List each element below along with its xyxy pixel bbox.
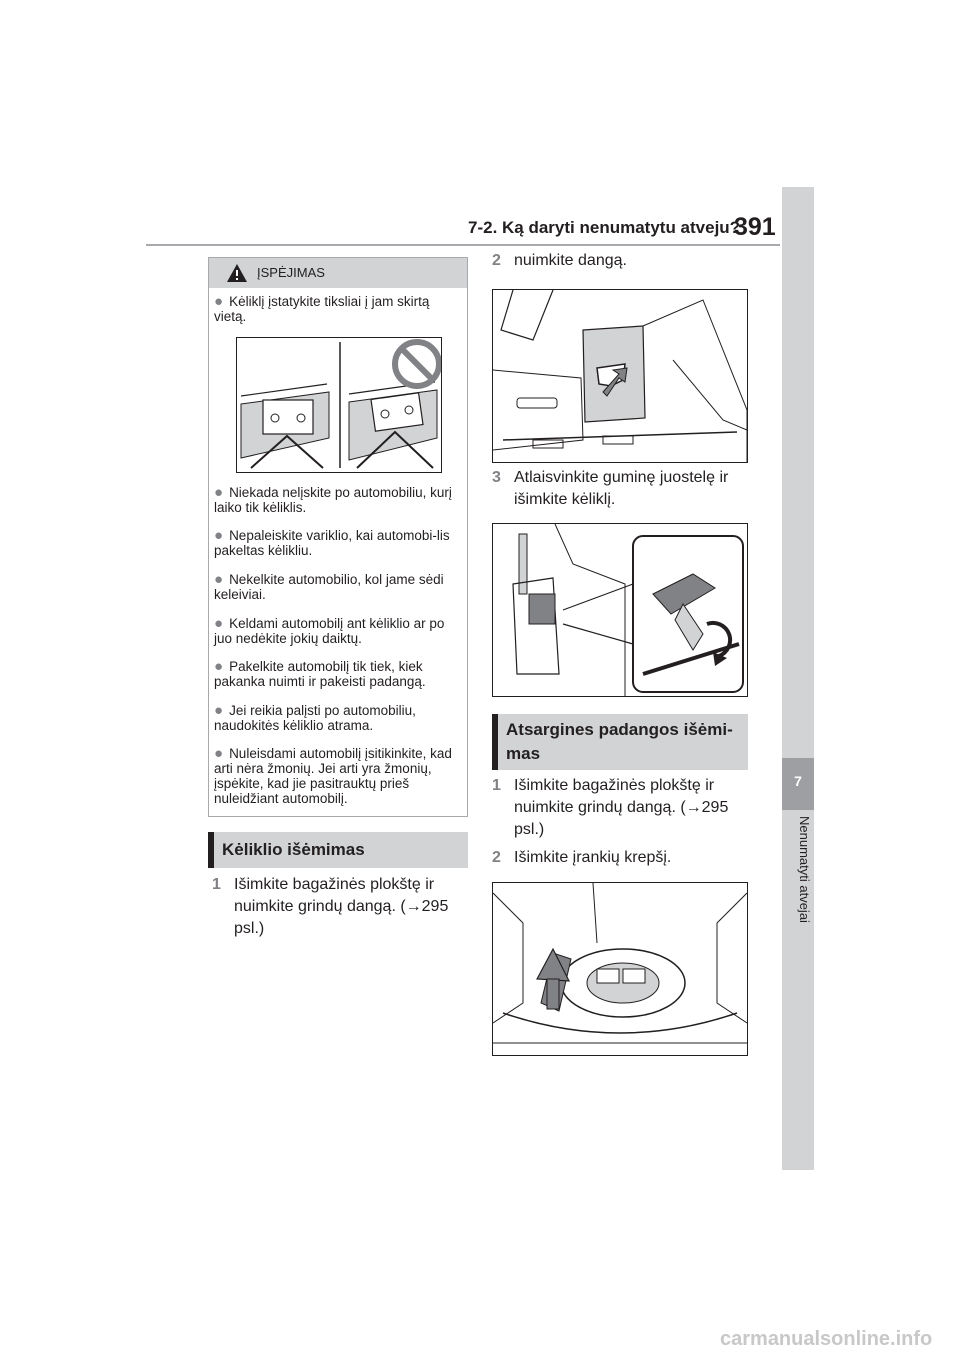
header-section-title: 7-2. Ką daryti nenumatytu atveju? bbox=[468, 218, 741, 237]
warning-bullet: ● Kėliklį įstatykite tiksliai į jam skirtą vietą. bbox=[214, 293, 430, 324]
bullet-dot-icon: ● bbox=[214, 527, 224, 544]
chapter-side-tab bbox=[782, 187, 814, 1170]
jack-strap-illustration bbox=[493, 524, 747, 696]
bullet-dot-icon: ● bbox=[214, 658, 224, 675]
page-number: 391 bbox=[734, 213, 776, 241]
header-divider bbox=[146, 244, 780, 246]
warning-bullet: ● Niekada nelįskite po automobiliu, kurį laiko tik kėliklis. bbox=[214, 484, 452, 515]
cover-removal-figure bbox=[492, 289, 748, 463]
bullet-dot-icon: ● bbox=[214, 484, 224, 501]
jack-placement-figure bbox=[236, 337, 442, 473]
jack-step-1: 1 Išimkite bagažinės plokštę ir nuimkite grindų dangą. (→295 psl.) bbox=[212, 876, 449, 937]
spare-step-1: 1 Išimkite bagažinės plokštę ir nuimkite grindų dangą. (→295 psl.) bbox=[492, 777, 729, 838]
warning-bullet: ● Nepaleiskite variklio, kai automobi-lis pakeltas kėlikliu. bbox=[214, 527, 450, 558]
warning-bullet: ● Jei reikia palįsti po automobiliu, naudokitės kėliklio atrama. bbox=[214, 702, 416, 733]
bullet-dot-icon: ● bbox=[214, 615, 224, 632]
chapter-number: 7 bbox=[794, 773, 802, 789]
bullet-dot-icon: ● bbox=[214, 293, 224, 310]
jack-step-3: 3 Atlaisvinkite guminę juostelę ir išimkite kėliklį. bbox=[492, 469, 729, 508]
warning-triangle-icon bbox=[226, 263, 248, 283]
spare-removal-heading: Atsargines padangos išėmi- mas bbox=[506, 720, 733, 763]
jack-placement-illustration bbox=[237, 338, 441, 472]
spare-step-2: 2 Išimkite įrankių krepšį. bbox=[492, 849, 672, 866]
jack-release-figure bbox=[492, 523, 748, 697]
bullet-dot-icon: ● bbox=[214, 745, 224, 762]
jack-removal-heading: Kėliklio išėmimas bbox=[222, 840, 365, 859]
warning-bullet: ● Pakelkite automobilį tik tiek, kiek pakanka nuimti ir pakeisti padangą. bbox=[214, 658, 426, 689]
watermark: carmanualsonline.info bbox=[720, 1328, 933, 1350]
warning-bullet: ● Nekelkite automobilio, kol jame sėdi keleiviai. bbox=[214, 571, 444, 602]
bullet-dot-icon: ● bbox=[214, 702, 224, 719]
bullet-dot-icon: ● bbox=[214, 571, 224, 588]
spare-tire-well-illustration bbox=[493, 883, 747, 1055]
chapter-label: Nenumatyti atvejai bbox=[797, 816, 812, 923]
warning-bullet: ● Nuleisdami automobilį įsitikinkite, kad arti nėra žmonių. Jei arti yra žmonių, įspėkite, kad jie pasitrauktų prieš nuleidžiant automobilį. bbox=[214, 745, 452, 806]
trunk-cover-illustration bbox=[493, 290, 747, 462]
warning-bullet: ● Keldami automobilį ant kėliklio ar po juo nedėkite jokių daiktų. bbox=[214, 615, 445, 646]
jack-step-2: 2 nuimkite dangą. bbox=[492, 252, 627, 269]
warning-title: ĮSPĖJIMAS bbox=[257, 265, 325, 280]
tool-bag-figure bbox=[492, 882, 748, 1056]
